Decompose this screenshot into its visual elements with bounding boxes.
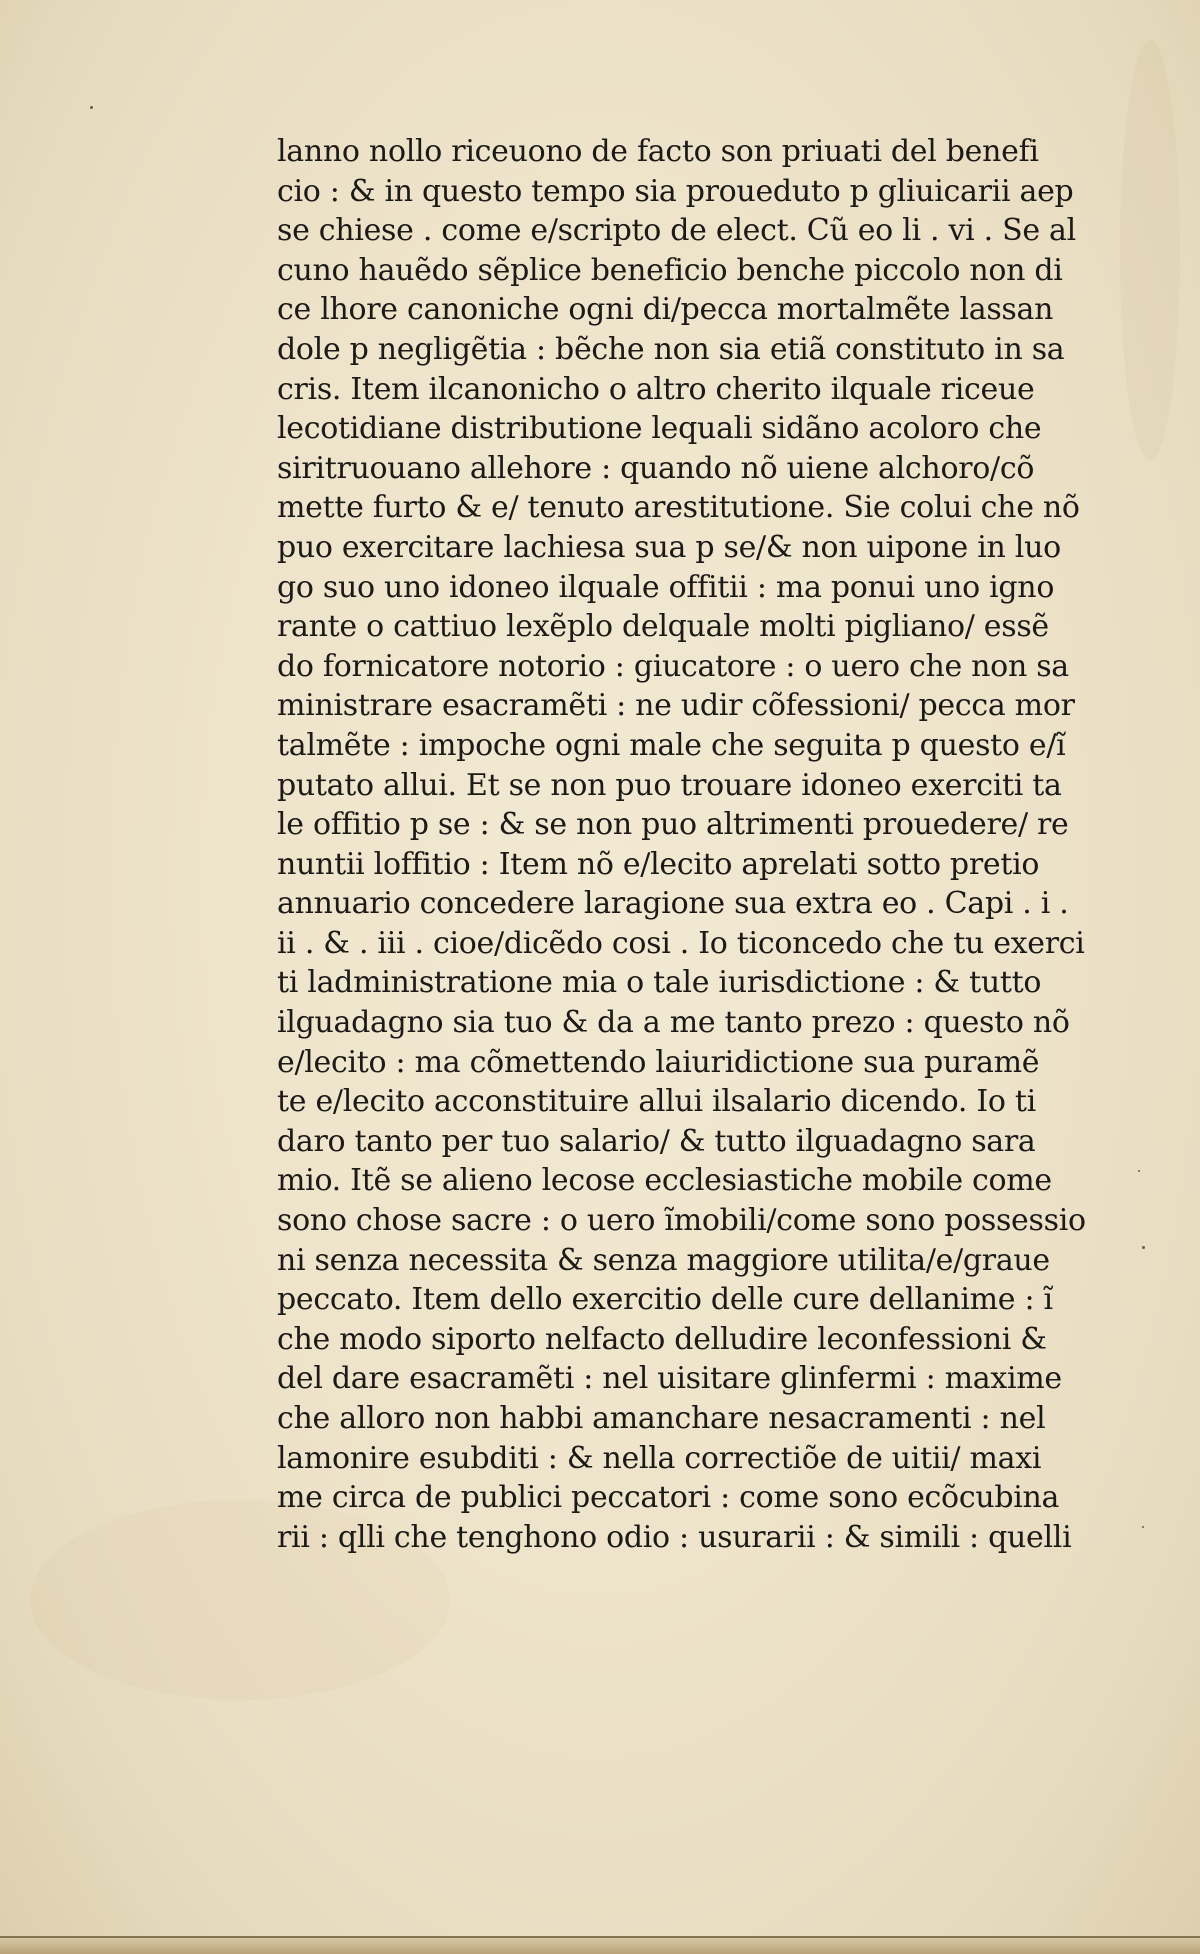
text-line: cris. Item ilcanonicho o altro cherito ilquale riceue — [277, 371, 1035, 407]
text-line: te e/lecito acconstituire allui ilsalario dicendo. Io ti — [277, 1084, 1036, 1120]
text-line: e/lecito : ma cõmettendo laiuridictione sua puramẽ — [277, 1044, 1040, 1080]
text-line: rante o cattiuo lexẽplo delquale molti pigliano/ essẽ — [277, 609, 1049, 645]
ink-speck — [1142, 1246, 1145, 1249]
text-line: se chiese . come e/scripto de elect. Cũ eo li . vi . Se al — [277, 213, 1076, 249]
text-line: daro tanto per tuo salario/ & tutto ilguadagno sara — [277, 1123, 1036, 1159]
text-line: talmẽte : impoche ogni male che seguita p questo e/ĩ — [277, 727, 1066, 763]
text-line: puo exercitare lachiesa sua p se/& non uipone in luo — [277, 529, 1061, 565]
text-line: le offitio p se : & se non puo altrimenti prouedere/ re — [277, 807, 1069, 843]
text-line: lamonire esubditi : & nella correctiõe de uitii/ maxi — [277, 1440, 1042, 1476]
text-line: annuario concedere laragione sua extra eo . Capi . i . — [277, 886, 1069, 922]
ink-speck — [1142, 1526, 1144, 1528]
text-line: me circa de publici peccatori : come sono ecõcubina — [277, 1480, 1060, 1516]
ink-speck — [90, 106, 93, 109]
text-line: cio : & in questo tempo sia proueduto p gliuicarii aep — [277, 173, 1074, 209]
text-line: che modo siporto nelfacto delludire leconfessioni & — [277, 1321, 1047, 1357]
text-line: ilguadagno sia tuo & da a me tanto prezo : questo nõ — [277, 1005, 1070, 1041]
text-block — [277, 132, 1117, 1557]
text-line: ni senza necessita & senza maggiore utilita/e/graue — [277, 1242, 1050, 1278]
text-line: do fornicatore notorio : giucatore : o uero che non sa — [277, 648, 1069, 684]
text-line: siritruouano allehore : quando nõ uiene alchoro/cõ — [277, 450, 1035, 486]
text-line: rii : qlli che tenghono odio : usurarii : & simili : quelli — [277, 1519, 1072, 1555]
text-line: mio. Itẽ se alieno lecose ecclesiastiche mobile come — [277, 1163, 1052, 1199]
text-line: nuntii loffitio : Item nõ e/lecito aprelati sotto pretio — [277, 846, 1040, 882]
text-line: ii . & . iii . cioe/dicẽdo cosi . Io ticoncedo che tu exerci — [277, 925, 1085, 961]
text-line: mette furto & e/ tenuto arestitutione. Sie colui che nõ — [277, 490, 1080, 526]
text-line: del dare esacramẽti : nel uisitare glinfermi : maxime — [277, 1361, 1062, 1397]
text-line: cuno hauẽdo sẽplice beneficio benche piccolo non di — [277, 252, 1063, 288]
text-line: ministrare esacramẽti : ne udir cõfessioni/ pecca mor — [277, 688, 1075, 724]
text-line: che alloro non habbi amanchare nesacramenti : nel — [277, 1401, 1046, 1436]
text-line: lanno nollo riceuono de facto son priuati del benefi — [277, 134, 1039, 169]
text-line: go suo uno idoneo ilquale offitii : ma ponui uno igno — [277, 569, 1055, 605]
ink-speck — [1138, 1170, 1140, 1172]
text-line: dole p negligẽtia : bẽche non sia etiã constituto in sa — [277, 331, 1065, 367]
text-line: ce lhore canoniche ogni di/pecca mortalmẽte lassan — [277, 292, 1054, 328]
text-line: lecotidiane distributione lequali sidãno acoloro che — [277, 411, 1042, 447]
text-line: peccato. Item dello exercitio delle cure dellanime : ĩ — [277, 1282, 1053, 1318]
paper-stain — [1120, 40, 1180, 460]
text-line: ti ladministratione mia o tale iurisdictione : & tutto — [277, 965, 1042, 1001]
text-line: sono chose sacre : o uero ĩmobili/come sono possessio — [277, 1203, 1086, 1239]
text-line: putato allui. Et se non puo trouare idoneo exerciti ta — [277, 767, 1062, 803]
page-bottom-edge — [0, 1938, 1200, 1954]
